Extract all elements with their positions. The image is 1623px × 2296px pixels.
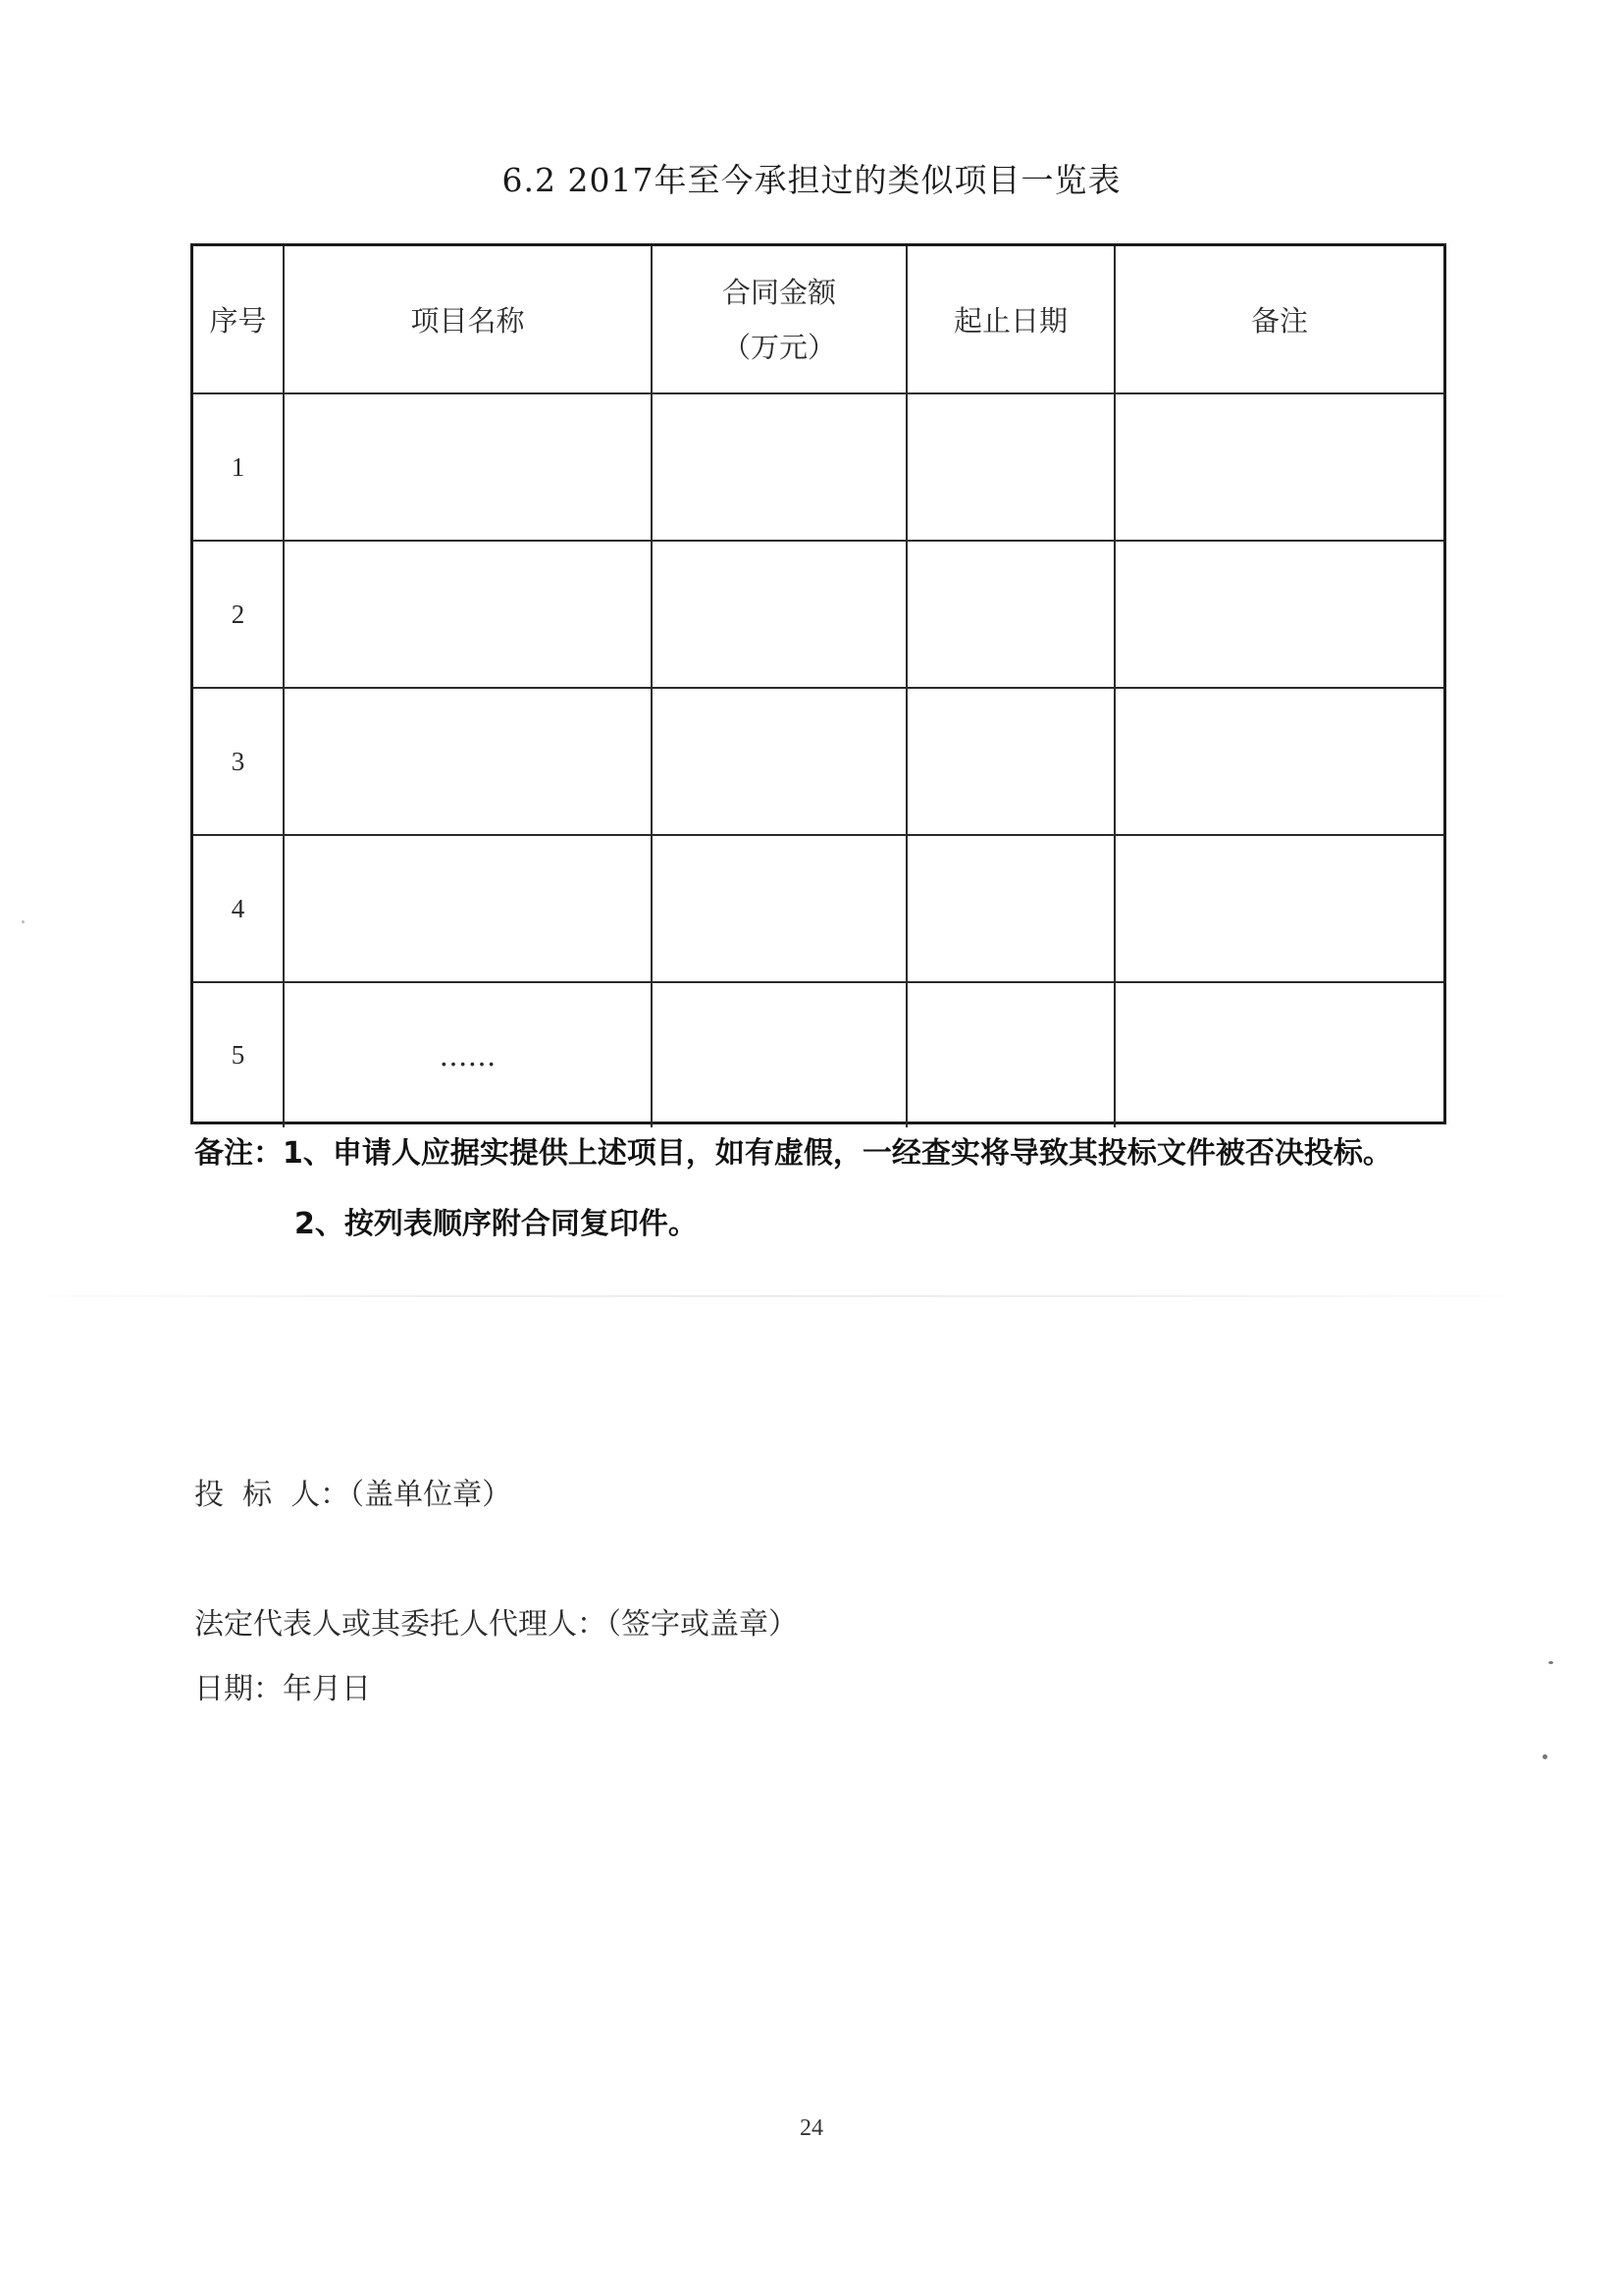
row-remarks[interactable] [1115, 835, 1443, 982]
row-project-name[interactable] [284, 835, 652, 982]
header-contract-amount [652, 246, 907, 393]
row-dates[interactable] [907, 393, 1115, 541]
scan-artifact-line [10, 1295, 1541, 1297]
row-dates[interactable] [907, 835, 1115, 982]
row-remarks[interactable] [1115, 541, 1443, 688]
header-project-name: 项目名称 [284, 246, 652, 393]
table-row [193, 393, 1443, 541]
row-remarks[interactable] [1115, 688, 1443, 835]
row-dates[interactable] [907, 688, 1115, 835]
header-remarks: 备注 [1115, 246, 1443, 393]
row-dates[interactable] [907, 541, 1115, 688]
row-remarks[interactable] [1115, 982, 1443, 1127]
header-dates: 起止日期 [907, 246, 1115, 393]
row-contract-amount[interactable] [652, 541, 907, 688]
scan-speck [1543, 1754, 1547, 1759]
row-index: 3 [193, 688, 284, 835]
table-row [193, 982, 1443, 1127]
row-index: 2 [193, 541, 284, 688]
row-index: 1 [193, 393, 284, 541]
row-index: 5 [193, 982, 284, 1127]
note-line-2: 2、按列表顺序附合同复印件。 [294, 1207, 698, 1241]
row-contract-amount[interactable] [652, 982, 907, 1127]
row-project-name[interactable]: …… [284, 982, 652, 1127]
header-contract-amount-line2: （万元） [721, 330, 836, 364]
row-dates[interactable] [907, 982, 1115, 1127]
page-number: 24 [800, 2115, 823, 2141]
row-contract-amount[interactable] [652, 835, 907, 982]
representative-signature-line: 法定代表人或其委托人代理人：（签字或盖章） [194, 1607, 798, 1642]
table-header-row [193, 246, 1443, 393]
row-contract-amount[interactable] [652, 393, 907, 541]
table-row [193, 835, 1443, 982]
header-contract-amount-line1: 合同金额 [721, 275, 836, 309]
row-project-name[interactable] [284, 688, 652, 835]
row-contract-amount[interactable] [652, 688, 907, 835]
project-table-frame [190, 243, 1446, 1124]
note-line-1: 备注：1、申请人应据实提供上述项目，如有虚假，一经查实将导致其投标文件被否决投标。 [194, 1136, 1392, 1171]
row-remarks[interactable] [1115, 393, 1443, 541]
row-index: 4 [193, 835, 284, 982]
date-line: 日期：年月日 [194, 1672, 371, 1706]
similar-projects-table [193, 246, 1443, 1127]
bidder-signature-line: 投 标 人：（盖单位章） [194, 1478, 512, 1512]
table-row [193, 688, 1443, 835]
header-index: 序号 [193, 246, 284, 393]
page-title: 6.2 2017年至今承担过的类似项目一览表 [501, 161, 1122, 199]
row-project-name[interactable] [284, 541, 652, 688]
scan-speck [1548, 1661, 1553, 1664]
scan-speck [22, 920, 25, 923]
table-row [193, 541, 1443, 688]
row-project-name[interactable] [284, 393, 652, 541]
